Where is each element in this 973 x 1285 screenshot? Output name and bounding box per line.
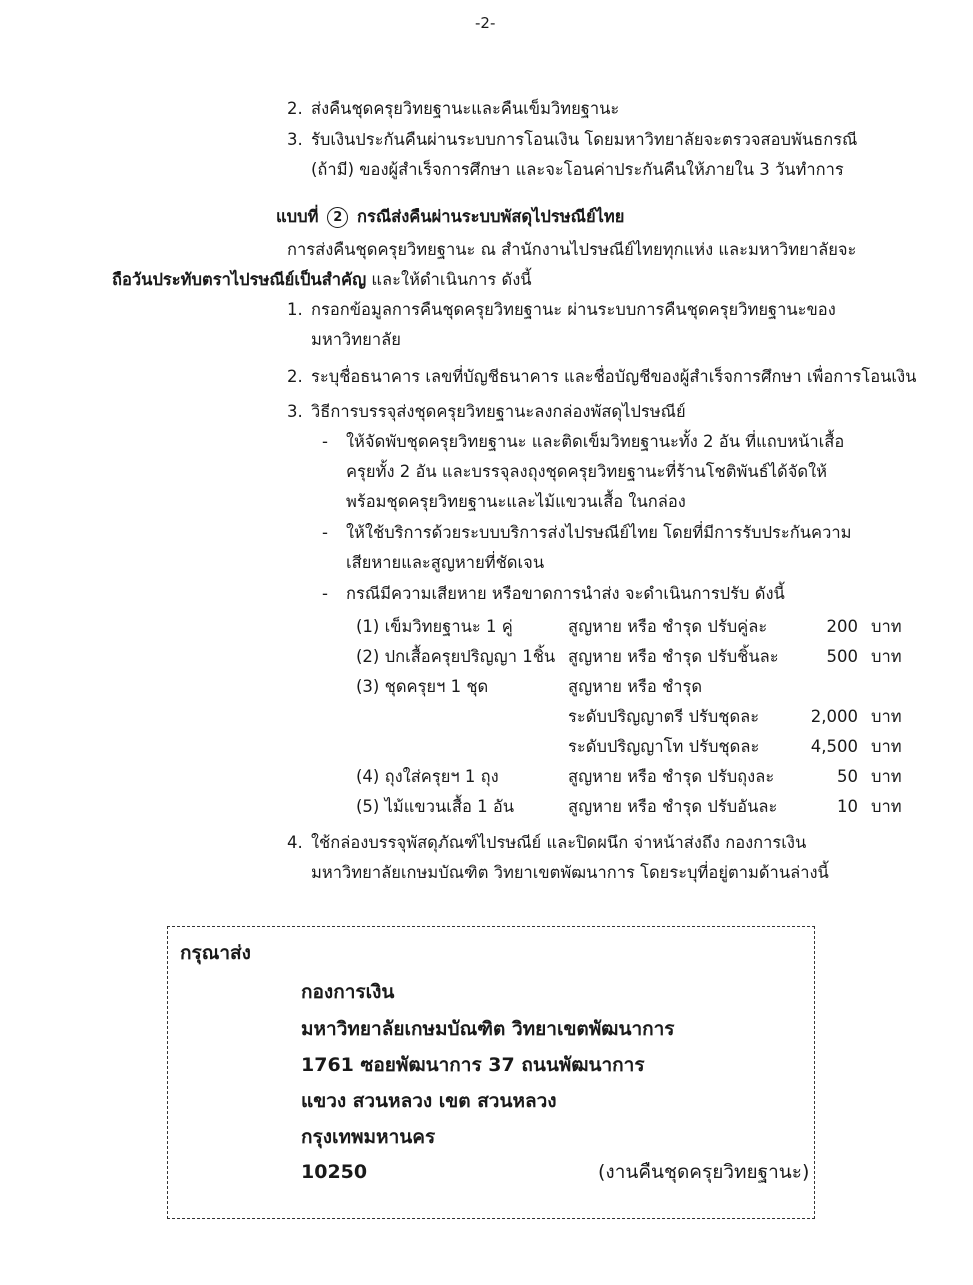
address-line: มหาวิทยาลัยเกษมบัณฑิต วิทยาเขตพัฒนาการ xyxy=(301,1018,675,1040)
bullet-text: ครุยทั้ง 2 อัน และบรรจุลงถุงชุดครุยวิทยฐานะที่ร้านโชติพันธ์ได้จัดให้ xyxy=(346,462,828,481)
fine-unit: บาท xyxy=(871,617,902,636)
list-item-number: 3. xyxy=(287,130,303,149)
list-item-number: 2. xyxy=(287,99,303,118)
intro-emphasis: ถือวันประทับตราไปรษณีย์เป็นสำคัญ xyxy=(112,270,367,289)
fine-amount: 500 xyxy=(826,647,858,666)
fine-amount: 2,000 xyxy=(810,707,858,726)
fine-item: (3) ชุดครุยฯ 1 ชุด xyxy=(356,677,489,696)
step-text: วิธีการบรรจุส่งชุดครุยวิทยฐานะลงกล่องพัสดุไปรษณีย์ xyxy=(311,402,686,421)
circled-number-marker: 2 xyxy=(327,207,348,228)
fine-unit: บาท xyxy=(871,767,902,786)
step-number: 3. xyxy=(287,402,303,421)
postal-code: 10250 xyxy=(301,1161,368,1183)
list-item-continuation: (ถ้ามี) ของผู้สำเร็จการศึกษา และจะโอนค่าประกันคืนให้ภายใน 3 วันทำการ xyxy=(311,160,844,179)
step-text-continuation: มหาวิทยาลัย xyxy=(311,330,401,349)
step-text: ใช้กล่องบรรจุพัสดุภัณฑ์ไปรษณีย์ และปิดผนึก จ่าหน้าส่งถึง กองการเงิน xyxy=(311,833,807,852)
bullet-text: พร้อมชุดครุยวิทยฐานะและไม้แขวนเสื้อ ในกล่อง xyxy=(346,492,686,511)
intro-line-2 xyxy=(112,272,532,289)
fine-item: (2) ปกเสื้อครุยปริญญา 1ชิ้น xyxy=(356,647,556,666)
step-text-continuation: มหาวิทยาลัยเกษมบัณฑิต วิทยาเขตพัฒนาการ โดยระบุที่อยู่ตามด้านล่างนี้ xyxy=(311,863,829,882)
bullet-text: ให้จัดพับชุดครุยวิทยฐานะ และติดเข็มวิทยฐานะทั้ง 2 อัน ที่แถบหน้าเสื้อ xyxy=(346,432,845,451)
fine-item: (4) ถุงใส่ครุยฯ 1 ถุง xyxy=(356,767,499,786)
address-line: กองการเงิน xyxy=(301,981,395,1003)
fine-description: สูญหาย หรือ ชำรุด xyxy=(568,677,703,696)
fine-item: (5) ไม้แขวนเสื้อ 1 อัน xyxy=(356,797,515,816)
fine-amount: 200 xyxy=(826,617,858,636)
bullet-dash: - xyxy=(322,432,328,451)
fine-description: ระดับปริญญาตรี ปรับชุดละ xyxy=(568,707,760,726)
step-number: 4. xyxy=(287,833,303,852)
step-text: กรอกข้อมูลการคืนชุดครุยวิทยฐานะ ผ่านระบบการคืนชุดครุยวิทยฐานะของ xyxy=(311,300,836,319)
bullet-text: ให้ใช้บริการด้วยระบบบริการส่งไปรษณีย์ไทย โดยที่มีการรับประกันความ xyxy=(346,523,852,542)
fine-unit: บาท xyxy=(871,797,902,816)
address-line: แขวง สวนหลวง เขต สวนหลวง xyxy=(301,1090,557,1112)
address-label: กรุณาส่ง xyxy=(180,942,251,964)
fine-unit: บาท xyxy=(871,737,902,756)
intro-line-1: การส่งคืนชุดครุยวิทยฐานะ ณ สำนักงานไปรษณีย์ไทยทุกแห่ง และมหาวิทยาลัยจะ xyxy=(287,240,857,259)
bullet-text: กรณีมีความเสียหาย หรือขาดการนำส่ง จะดำเนินการปรับ ดังนี้ xyxy=(346,584,785,603)
intro-rest: และให้ดำเนินการ ดังนี้ xyxy=(366,270,532,289)
fine-amount: 10 xyxy=(837,797,858,816)
address-note: (งานคืนชุดครุยวิทยฐานะ) xyxy=(598,1161,810,1183)
fine-description: สูญหาย หรือ ชำรุด ปรับถุงละ xyxy=(568,767,775,786)
section-title: กรณีส่งคืนผ่านระบบพัสดุไปรษณีย์ไทย xyxy=(356,207,625,226)
list-item-text: ส่งคืนชุดครุยวิทยฐานะและคืนเข็มวิทยฐานะ xyxy=(311,99,620,118)
bullet-text: เสียหายและสูญหายที่ชัดเจน xyxy=(346,553,545,572)
bullet-dash: - xyxy=(322,523,328,542)
address-line: กรุงเทพมหานคร xyxy=(301,1126,436,1148)
fine-description: สูญหาย หรือ ชำรุด ปรับคู่ละ xyxy=(568,617,768,636)
section-heading xyxy=(276,207,624,228)
step-number: 1. xyxy=(287,300,303,319)
address-line: 1761 ซอยพัฒนาการ 37 ถนนพัฒนาการ xyxy=(301,1054,645,1076)
page-number: -2- xyxy=(475,14,496,32)
section-prefix: แบบที่ xyxy=(276,207,319,226)
fine-description: ระดับปริญญาโท ปรับชุดละ xyxy=(568,737,760,756)
step-number: 2. xyxy=(287,367,303,386)
fine-description: สูญหาย หรือ ชำรุด ปรับชิ้นละ xyxy=(568,647,779,666)
list-item-text: รับเงินประกันคืนผ่านระบบการโอนเงิน โดยมหาวิทยาลัยจะตรวจสอบพันธกรณี xyxy=(311,130,858,149)
bullet-dash: - xyxy=(322,584,328,603)
fine-amount: 50 xyxy=(837,767,858,786)
fine-unit: บาท xyxy=(871,707,902,726)
fine-unit: บาท xyxy=(871,647,902,666)
fine-amount: 4,500 xyxy=(810,737,858,756)
fine-description: สูญหาย หรือ ชำรุด ปรับอันละ xyxy=(568,797,778,816)
fine-item: (1) เข็มวิทยฐานะ 1 คู่ xyxy=(356,617,513,636)
step-text: ระบุชื่อธนาคาร เลขที่บัญชีธนาคาร และชื่อบัญชีของผู้สำเร็จการศึกษา เพื่อการโอนเงิน xyxy=(311,367,917,386)
